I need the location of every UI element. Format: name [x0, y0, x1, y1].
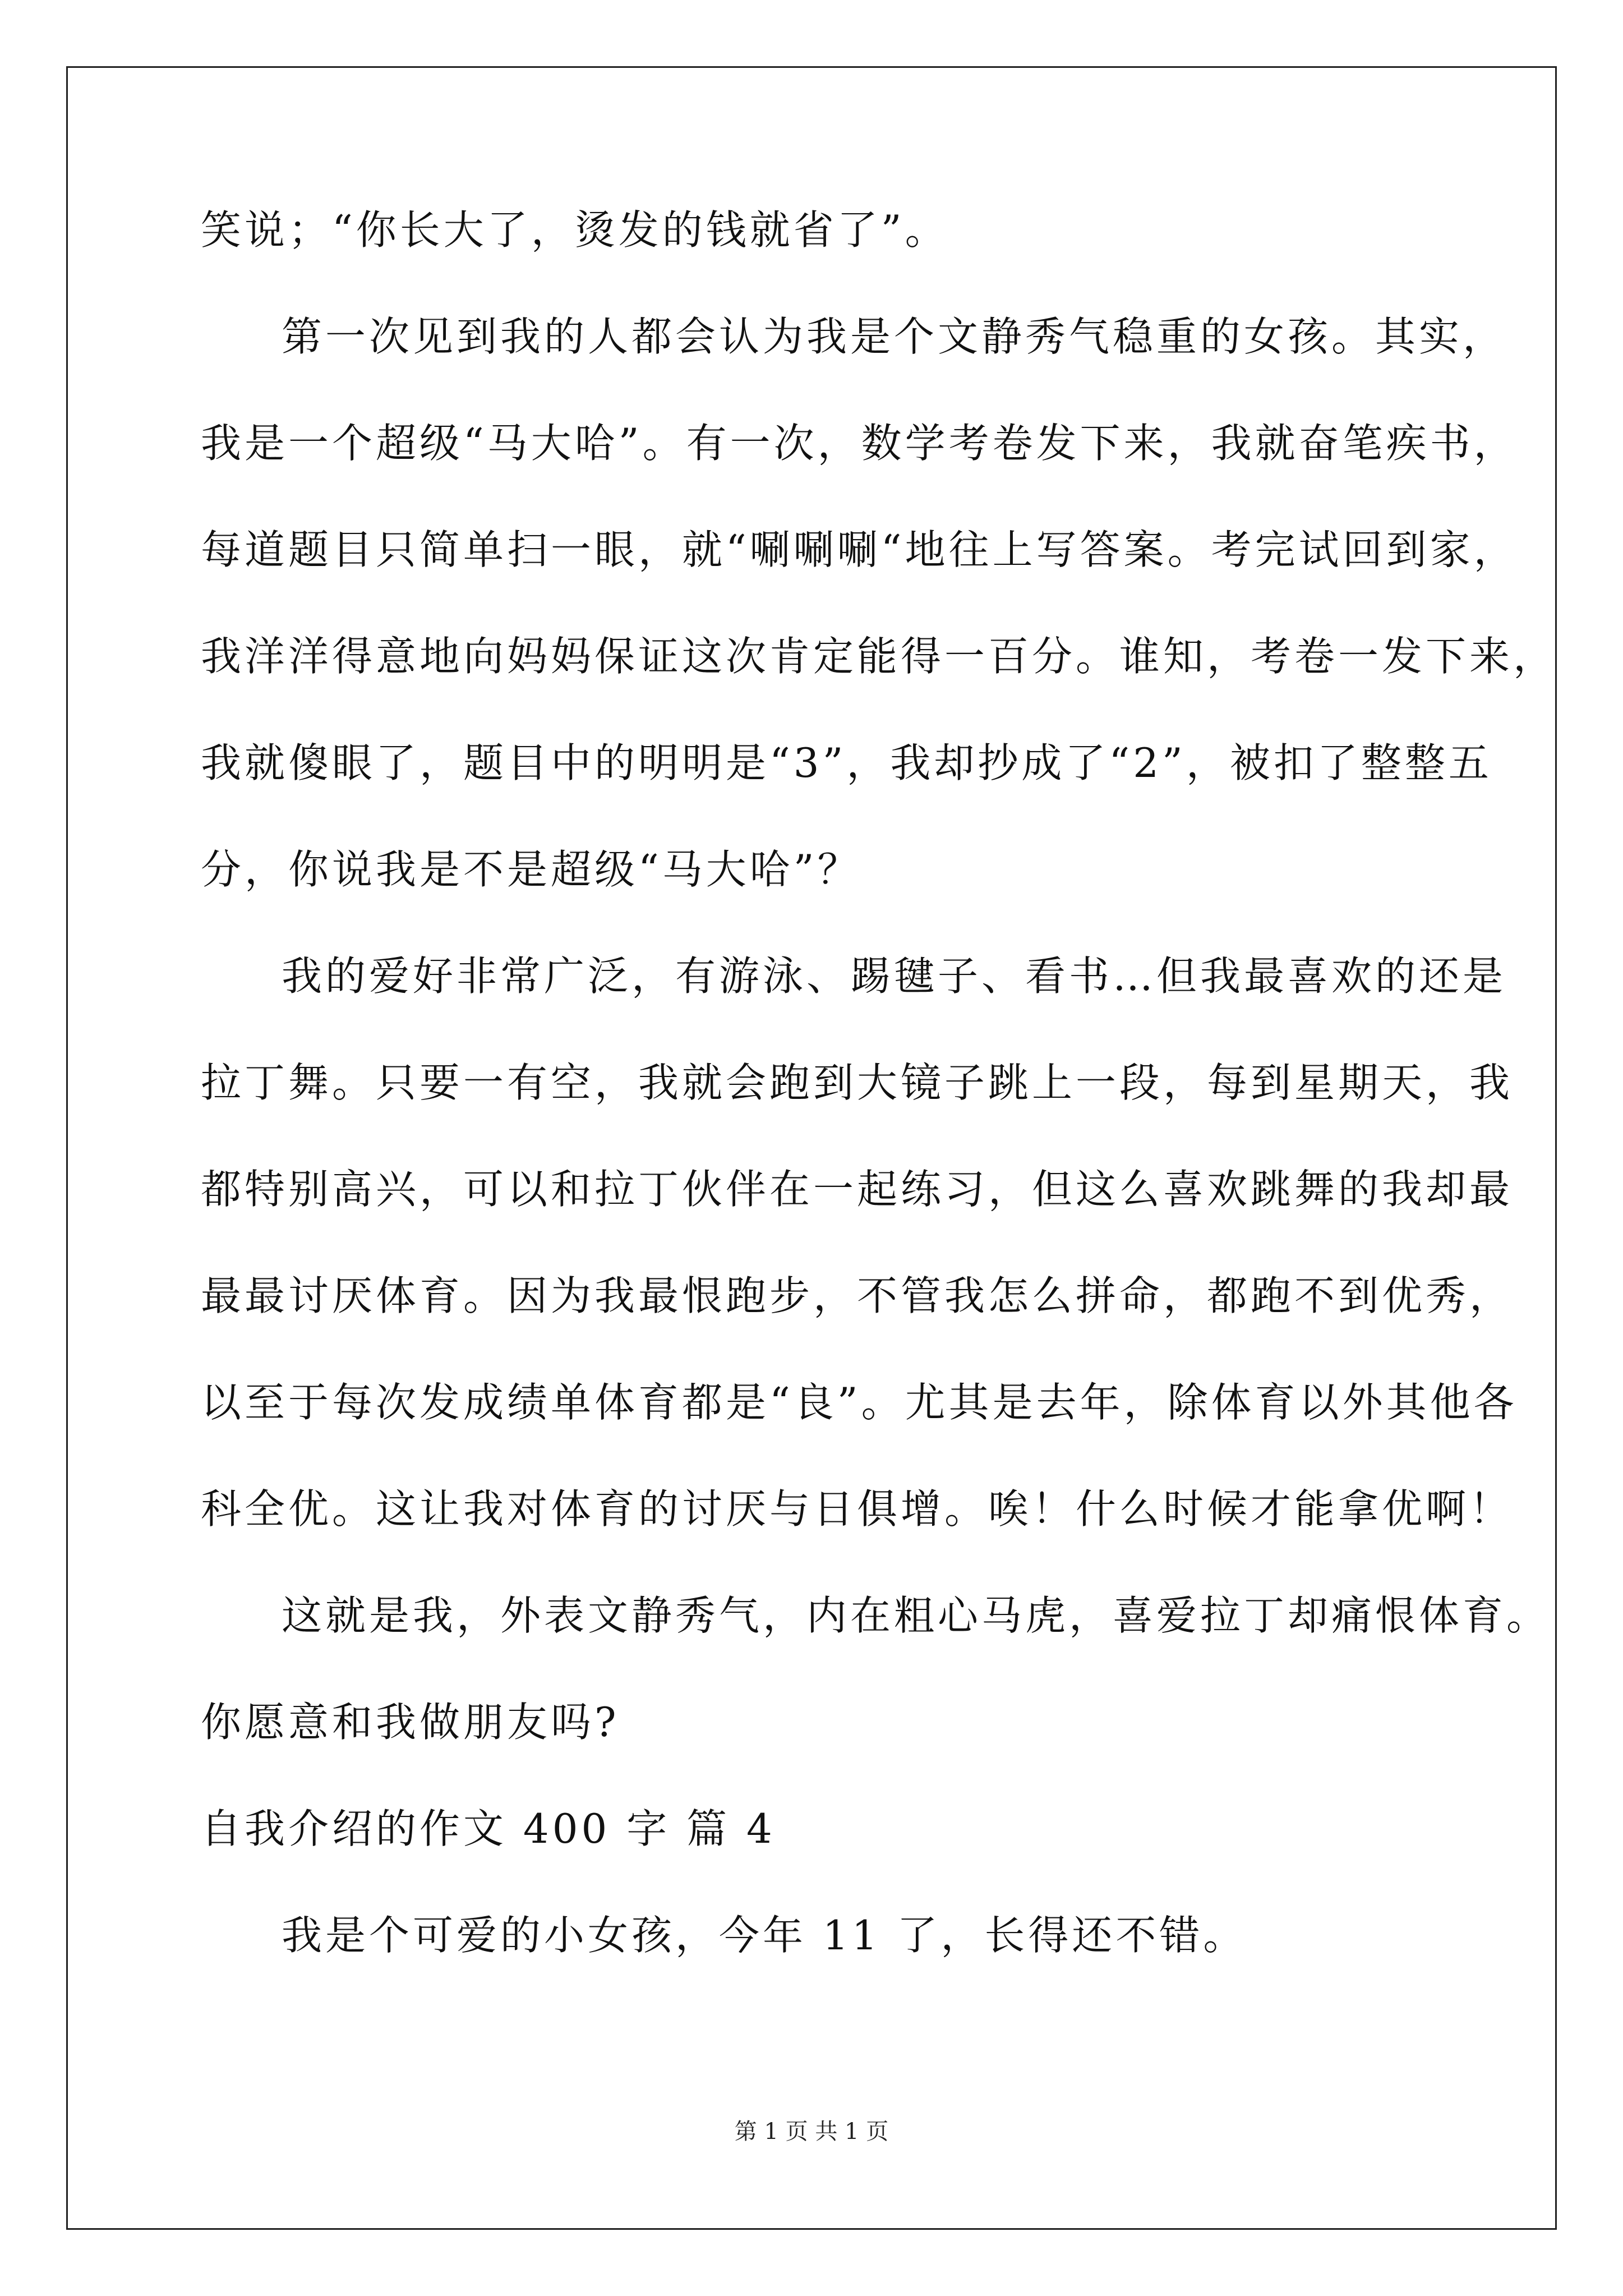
- text-line: 笑说；“你长大了，烫发的钱就省了”。: [201, 206, 949, 254]
- text-line: 我洋洋得意地向妈妈保证这次肯定能得一百分。谁知，考卷一发下来，: [201, 633, 1557, 680]
- text-line: 我就傻眼了，题目中的明明是“3”，我却抄成了“2”，被扣了整整五: [201, 739, 1492, 786]
- text-line: 第一次见到我的人都会认为我是个文静秀气稳重的女孩。其实，: [282, 313, 1507, 360]
- text-line: 我的爱好非常广泛，有游泳、踢毽子、看书…但我最喜欢的还是: [282, 953, 1507, 1000]
- text-line: 每道题目只简单扫一眼，就“唰唰唰“地往上写答案。考完试回到家，: [201, 526, 1518, 573]
- page-border: [66, 66, 1557, 2230]
- text-line: 以至于每次发成绩单体育都是“良”。尤其是去年，除体育以外其他各: [201, 1379, 1518, 1426]
- text-line: 我是个可爱的小女孩，今年 11 了，长得还不错。: [282, 1912, 1247, 1959]
- page-number: 第 1 页 共 1 页: [734, 2119, 889, 2145]
- text-line: 科全优。这让我对体育的讨厌与日俱增。唉！什么时候才能拿优啊！: [201, 1485, 1514, 1533]
- text-line: 最最讨厌体育。因为我最恨跑步，不管我怎么拼命，都跑不到优秀，: [201, 1272, 1514, 1319]
- text-line: 拉丁舞。只要一有空，我就会跑到大镜子跳上一段，每到星期天，我: [201, 1059, 1514, 1106]
- text-line: 你愿意和我做朋友吗?: [201, 1699, 620, 1746]
- text-line: 都特别高兴，可以和拉丁伙伴在一起练习，但这么喜欢跳舞的我却最: [201, 1166, 1514, 1213]
- text-line: 这就是我，外表文静秀气，内在粗心马虎，喜爱拉丁却痛恨体育。: [282, 1592, 1551, 1639]
- text-line: 分，你说我是不是超级“马大哈”？: [201, 846, 861, 893]
- section-heading: 自我介绍的作文 400 字 篇 4: [201, 1805, 776, 1852]
- text-line: 我是一个超级“马大哈”。有一次，数学考卷发下来，我就奋笔疾书，: [201, 420, 1518, 467]
